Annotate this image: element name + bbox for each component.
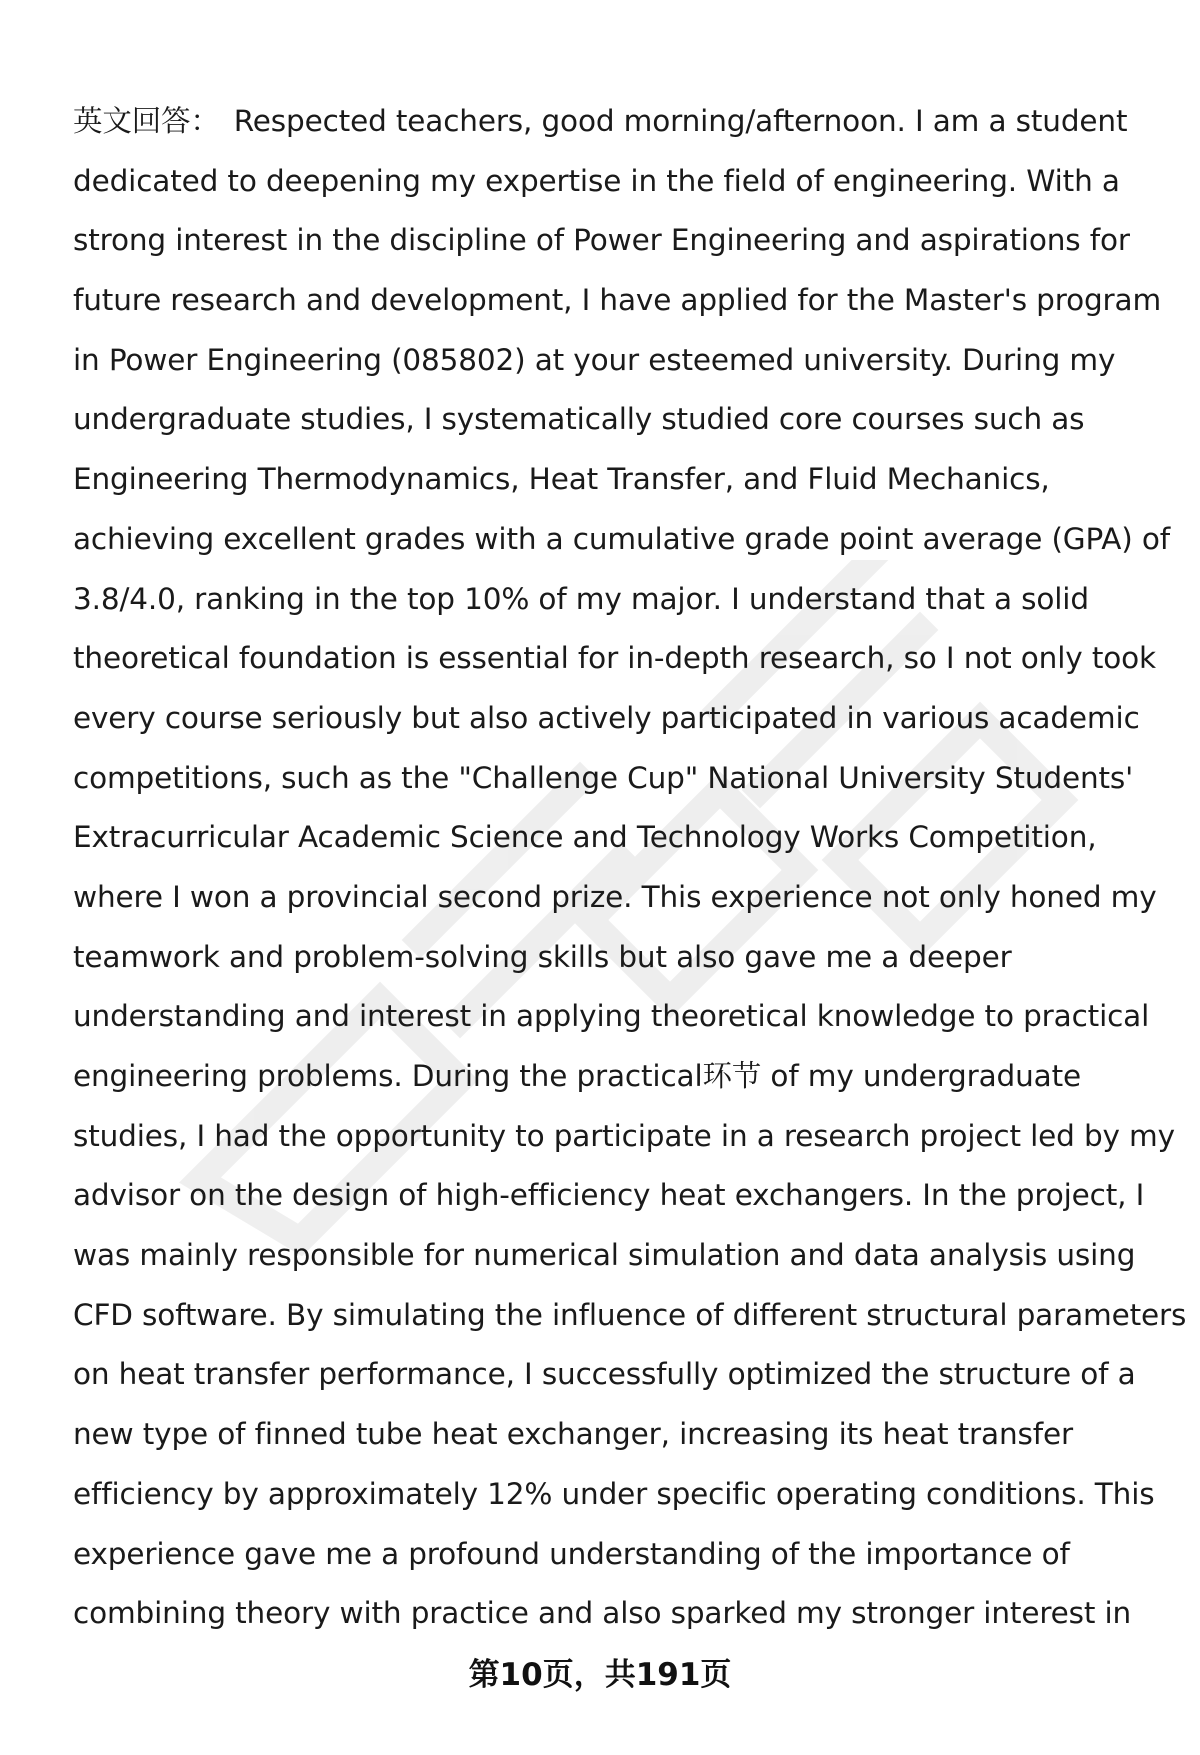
text-line-14: where I won a provincial second prize. This experience not only honed my [73,879,1157,914]
text-line-24: efficiency by approximately 12% under specific operating conditions. This [73,1476,1155,1511]
text-line-2: dedicated to deepening my expertise in the field of engineering. With a [73,163,1120,198]
text-line-5: in Power Engineering (085802) at your esteemed university. During my [73,342,1116,377]
text-line-25: experience gave me a profound understanding of the importance of [73,1536,1070,1571]
page-number-footer: 第10页，共191页 [468,1657,732,1693]
text-line-6: undergraduate studies, I systematically studied core courses such as [73,402,1085,437]
text-line-19: advisor on the design of high-efficiency heat exchangers. In the project, I [73,1178,1145,1213]
text-line-16: understanding and interest in applying theoretical knowledge to practical [73,999,1150,1034]
text-line-8: achieving excellent grades with a cumulative grade point average (GPA) of [73,521,1171,556]
text-line-9: 3.8/4.0, ranking in the top 10% of my major. I understand that a solid [73,581,1089,616]
text-line-7: Engineering Thermodynamics, Heat Transfer, and Fluid Mechanics, [73,462,1050,497]
text-line-4: future research and development, I have applied for the Master's program [73,283,1162,318]
text-line-10: theoretical foundation is essential for in-depth research, so I not only took [73,641,1156,676]
answer-label: 英文回答： [73,104,220,138]
answer-paragraph [73,92,1187,1644]
text-line-13: Extracurricular Academic Science and Technology Works Competition, [73,820,1097,855]
text-line-21: CFD software. By simulating the influence of different structural parameters [73,1297,1187,1332]
text-line-23: new type of finned tube heat exchanger, increasing its heat transfer [73,1417,1073,1452]
text-line-12: competitions, such as the "Challenge Cup" National University Students' [73,760,1134,795]
text-line-22: on heat transfer performance, I successfully optimized the structure of a [73,1357,1136,1392]
text-line-3: strong interest in the discipline of Power Engineering and aspirations for [73,223,1130,258]
text-line-17: engineering problems. During the practical环节 of my undergraduate [73,1059,1081,1093]
text-line-1: 英文回答： Respected teachers, good morning/afternoon. I am a student [73,104,1128,138]
text-line-18: studies, I had the opportunity to participate in a research project led by my [73,1118,1175,1153]
text-line-15: teamwork and problem-solving skills but also gave me a deeper [73,939,1012,974]
text-line-26: combining theory with practice and also sparked my stronger interest in [73,1596,1132,1631]
text-line-11: every course seriously but also actively participated in various academic [73,700,1140,735]
text-line-20: was mainly responsible for numerical simulation and data analysis using [73,1238,1136,1273]
